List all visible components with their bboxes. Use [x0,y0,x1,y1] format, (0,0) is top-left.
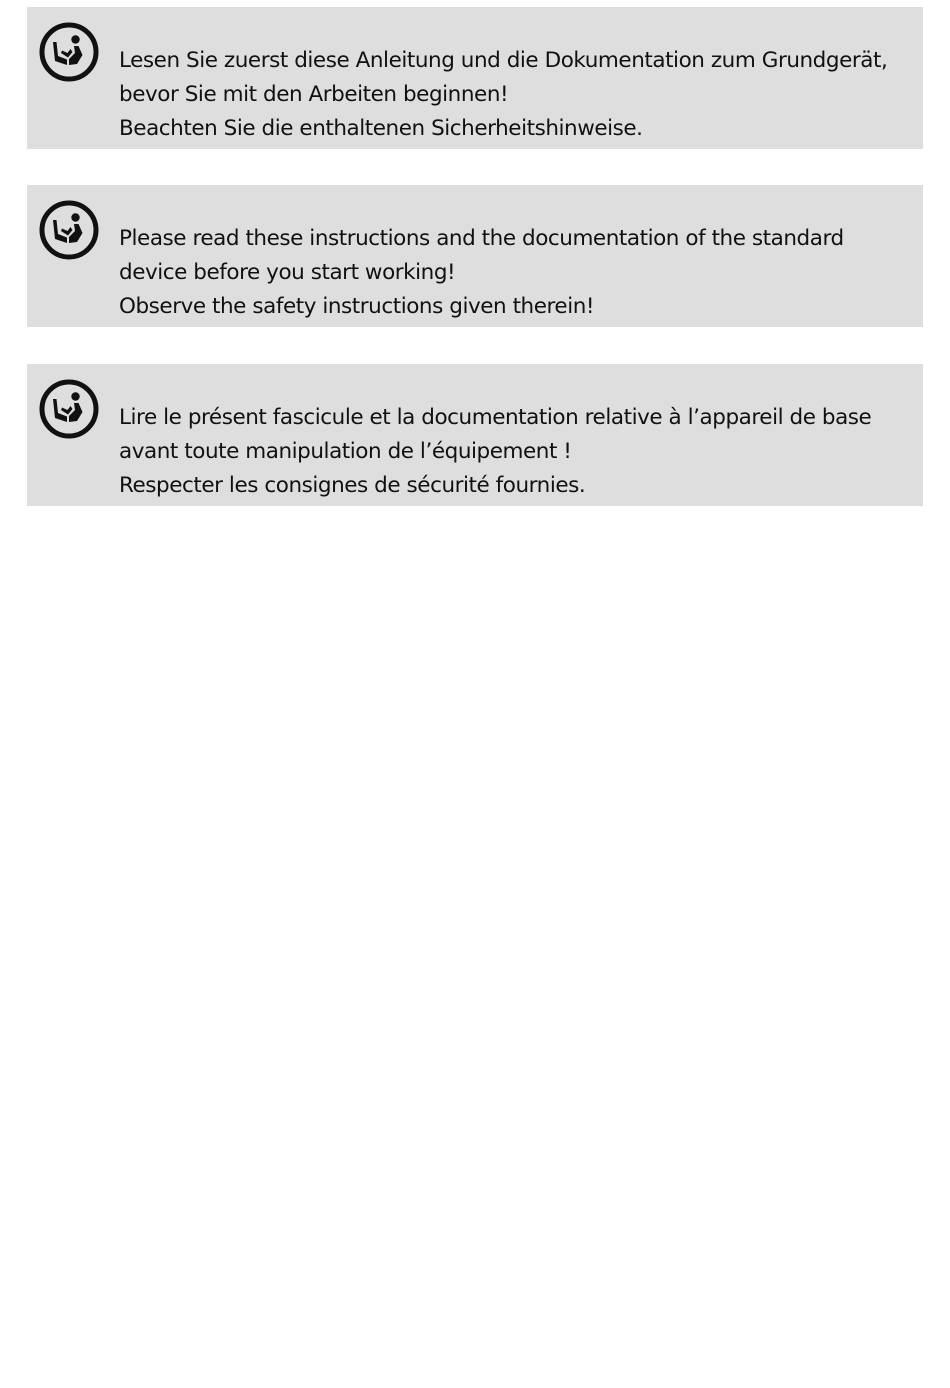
read-manual-icon [39,200,99,260]
notice-line: Respecter les consignes de sécurité fournies. [119,473,586,498]
notice-box-en [27,185,923,327]
notice-line: Lire le présent fascicule et la documentation relative à l’appareil de base [119,405,872,430]
notice-line: bevor Sie mit den Arbeiten beginnen! [119,82,509,107]
notice-line: avant toute manipulation de l’équipement ! [119,439,572,464]
notice-text-en [119,222,919,324]
notice-line: Beachten Sie die enthaltenen Sicherheitshinweise. [119,116,643,141]
read-manual-icon [39,379,99,439]
read-manual-icon [39,22,99,82]
notice-box-de [27,7,923,149]
notice-line: Please read these instructions and the documentation of the standard [119,226,844,251]
notice-box-fr [27,364,923,506]
notice-text-de [119,44,919,146]
notice-line: Lesen Sie zuerst diese Anleitung und die Dokumentation zum Grundgerät, [119,48,888,73]
notice-text-fr [119,401,919,503]
notice-line: device before you start working! [119,260,456,285]
notice-line: Observe the safety instructions given therein! [119,294,595,319]
